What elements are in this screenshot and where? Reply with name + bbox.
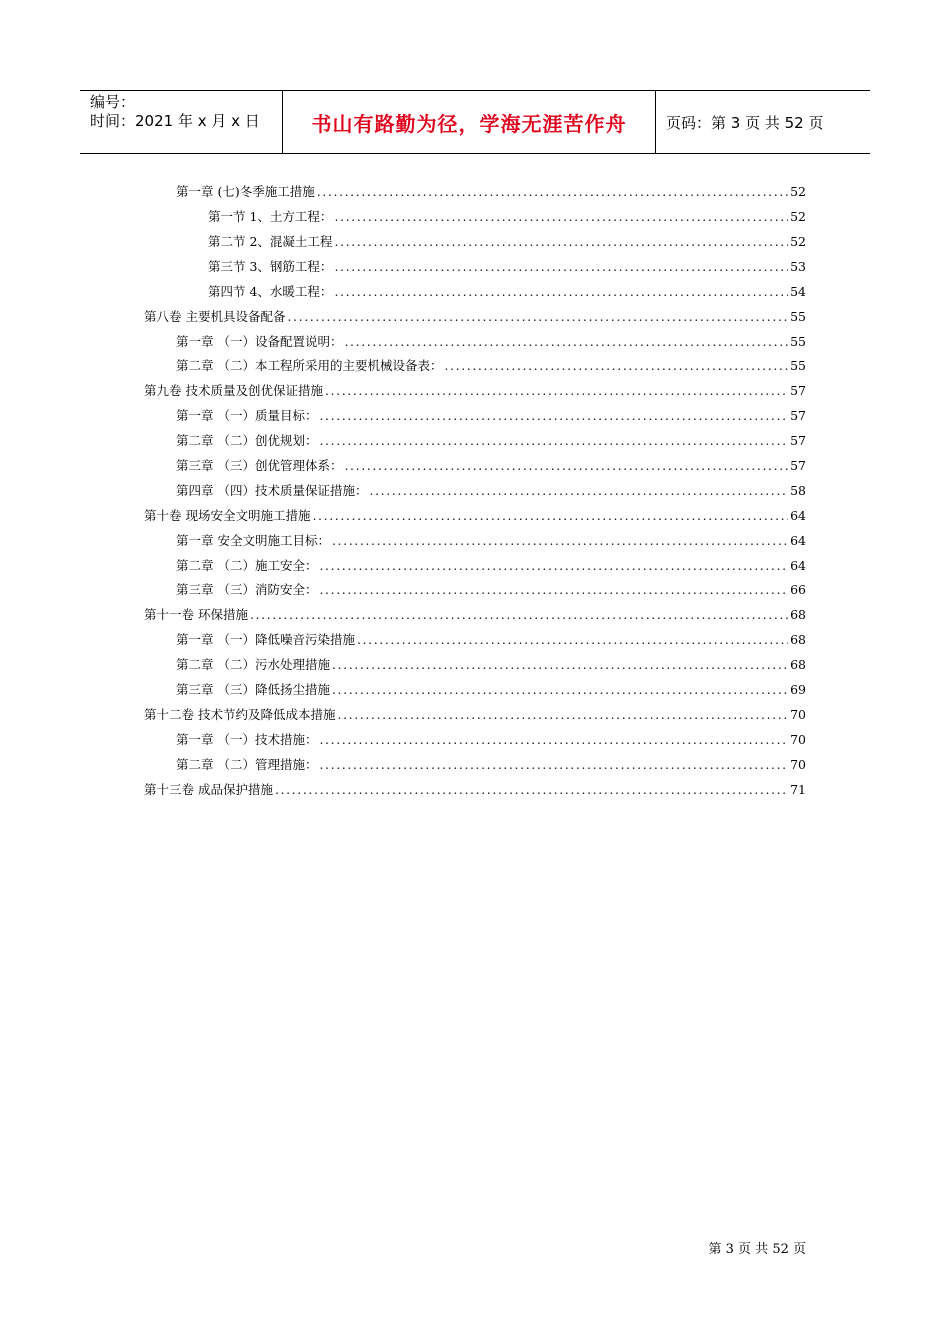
toc-dot-leader [334,236,788,249]
toc-entry-title: 第三章 （三）消防安全： [176,582,318,598]
toc-entry-title: 第一章 （一）设备配置说明： [176,333,343,349]
toc-entry-page-number: 57 [790,408,806,424]
toc-entry-page-number: 57 [790,433,806,449]
toc-dot-leader [357,634,788,647]
toc-entry-title: 第一章 安全文明施工目标： [176,532,330,548]
toc-entry[interactable] [144,553,806,578]
toc-dot-leader [250,609,788,622]
toc-entry-title: 第四章 （四）技术质量保证措施： [176,482,368,498]
table-of-contents [144,180,806,802]
header-page-info: 页码：第 3 页 共 52 页 [666,113,824,132]
toc-dot-leader [332,535,788,548]
toc-entry-page-number: 52 [790,184,806,200]
toc-entry[interactable] [144,255,806,280]
toc-entry-title: 第十一卷 环保措施 [144,607,248,623]
toc-entry[interactable] [144,404,806,429]
toc-entry-title: 第二章 （二）管理措施： [176,756,318,772]
toc-entry[interactable] [144,728,806,753]
toc-dot-leader [312,510,788,523]
toc-dot-leader [332,684,788,697]
toc-entry-page-number: 66 [790,582,806,598]
toc-entry-title: 第八卷 主要机具设备配备 [144,308,286,324]
toc-entry-page-number: 52 [790,233,806,249]
toc-entry-title: 第十三卷 成品保护措施 [144,781,273,797]
toc-entry[interactable] [144,205,806,230]
toc-entry[interactable] [144,304,806,329]
toc-entry-title: 第二章 （二）污水处理措施 [176,657,330,673]
toc-entry-page-number: 53 [790,258,806,274]
toc-entry-page-number: 57 [790,383,806,399]
toc-entry-title: 第二节 2、混凝土工程 [208,233,333,249]
toc-entry[interactable] [144,180,806,205]
toc-dot-leader [317,186,788,199]
toc-dot-leader [319,435,788,448]
toc-entry-title: 第十二卷 技术节约及降低成本措施 [144,706,336,722]
toc-entry-page-number: 54 [790,283,806,299]
toc-entry-page-number: 64 [790,557,806,573]
toc-dot-leader [369,485,788,498]
toc-entry-page-number: 55 [790,308,806,324]
toc-entry-title: 第三章 （三）创优管理体系： [176,457,343,473]
toc-entry[interactable] [144,329,806,354]
toc-entry-title: 第二章 （二）创优规划： [176,433,318,449]
toc-dot-leader [334,261,788,274]
document-date: 时间：2021 年 x 月 x 日 [90,112,260,130]
toc-entry[interactable] [144,280,806,305]
toc-entry-page-number: 70 [790,731,806,747]
toc-entry[interactable] [144,752,806,777]
toc-entry-title: 第一章 （一）技术措施： [176,731,318,747]
toc-entry[interactable] [144,578,806,603]
toc-dot-leader [334,286,788,299]
toc-entry-title: 第四节 4、水暖工程： [208,283,333,299]
toc-entry[interactable] [144,528,806,553]
toc-entry-title: 第二章 （二）施工安全： [176,557,318,573]
header-motto: 书山有路勤为径，学海无涯苦作舟 [282,91,656,153]
toc-dot-leader [344,336,788,349]
page-footer: 第 3 页 共 52 页 [708,1242,806,1257]
toc-dot-leader [319,759,788,772]
toc-entry[interactable] [144,354,806,379]
toc-dot-leader [319,410,788,423]
document-number-label: 编号： [90,93,136,111]
toc-entry-page-number: 52 [790,209,806,225]
toc-dot-leader [334,211,788,224]
toc-entry-page-number: 57 [790,457,806,473]
toc-entry-page-number: 70 [790,756,806,772]
toc-entry[interactable] [144,230,806,255]
page-header [80,90,870,154]
toc-entry[interactable] [144,479,806,504]
toc-entry-page-number: 71 [790,781,806,797]
toc-entry-title: 第一章 （一）降低噪音污染措施 [176,632,355,648]
toc-entry[interactable] [144,454,806,479]
toc-entry-title: 第一章 （一）质量目标： [176,408,318,424]
toc-entry-title: 第三章 （三）降低扬尘措施 [176,682,330,697]
toc-entry-title: 第九卷 技术质量及创优保证措施 [144,383,323,399]
toc-dot-leader [275,784,788,797]
toc-entry[interactable] [144,628,806,653]
toc-entry-title: 第二章 （二）本工程所采用的主要机械设备表： [176,358,443,374]
toc-entry[interactable] [144,603,806,628]
toc-entry-page-number: 55 [790,333,806,349]
toc-entry[interactable] [144,504,806,529]
toc-entry[interactable] [144,429,806,454]
toc-entry[interactable] [144,678,806,703]
toc-dot-leader [325,385,788,398]
toc-entry-page-number: 70 [790,706,806,722]
toc-entry-title: 第一章 (七)冬季施工措施 [176,184,315,200]
toc-dot-leader [444,360,788,373]
toc-entry-page-number: 64 [790,532,806,548]
toc-entry-page-number: 64 [790,507,806,523]
toc-dot-leader [344,460,788,473]
toc-entry-title: 第三节 3、钢筋工程： [208,258,333,274]
toc-entry[interactable] [144,379,806,404]
toc-entry[interactable] [144,777,806,802]
toc-entry-page-number: 58 [790,482,806,498]
toc-entry-page-number: 68 [790,632,806,648]
header-meta [90,93,282,131]
toc-dot-leader [319,734,788,747]
toc-entry[interactable] [144,653,806,678]
toc-entry-page-number: 68 [790,657,806,673]
toc-entry-title: 第一节 1、土方工程： [208,209,333,225]
toc-entry-page-number: 55 [790,358,806,374]
toc-entry-title: 第十卷 现场安全文明施工措施 [144,507,311,523]
toc-entry-page-number: 69 [790,682,806,697]
toc-entry[interactable] [144,703,806,728]
toc-dot-leader [319,560,788,573]
toc-entry-page-number: 68 [790,607,806,623]
toc-dot-leader [332,659,788,672]
toc-dot-leader [287,311,788,324]
toc-dot-leader [337,709,788,722]
toc-dot-leader [319,584,788,597]
